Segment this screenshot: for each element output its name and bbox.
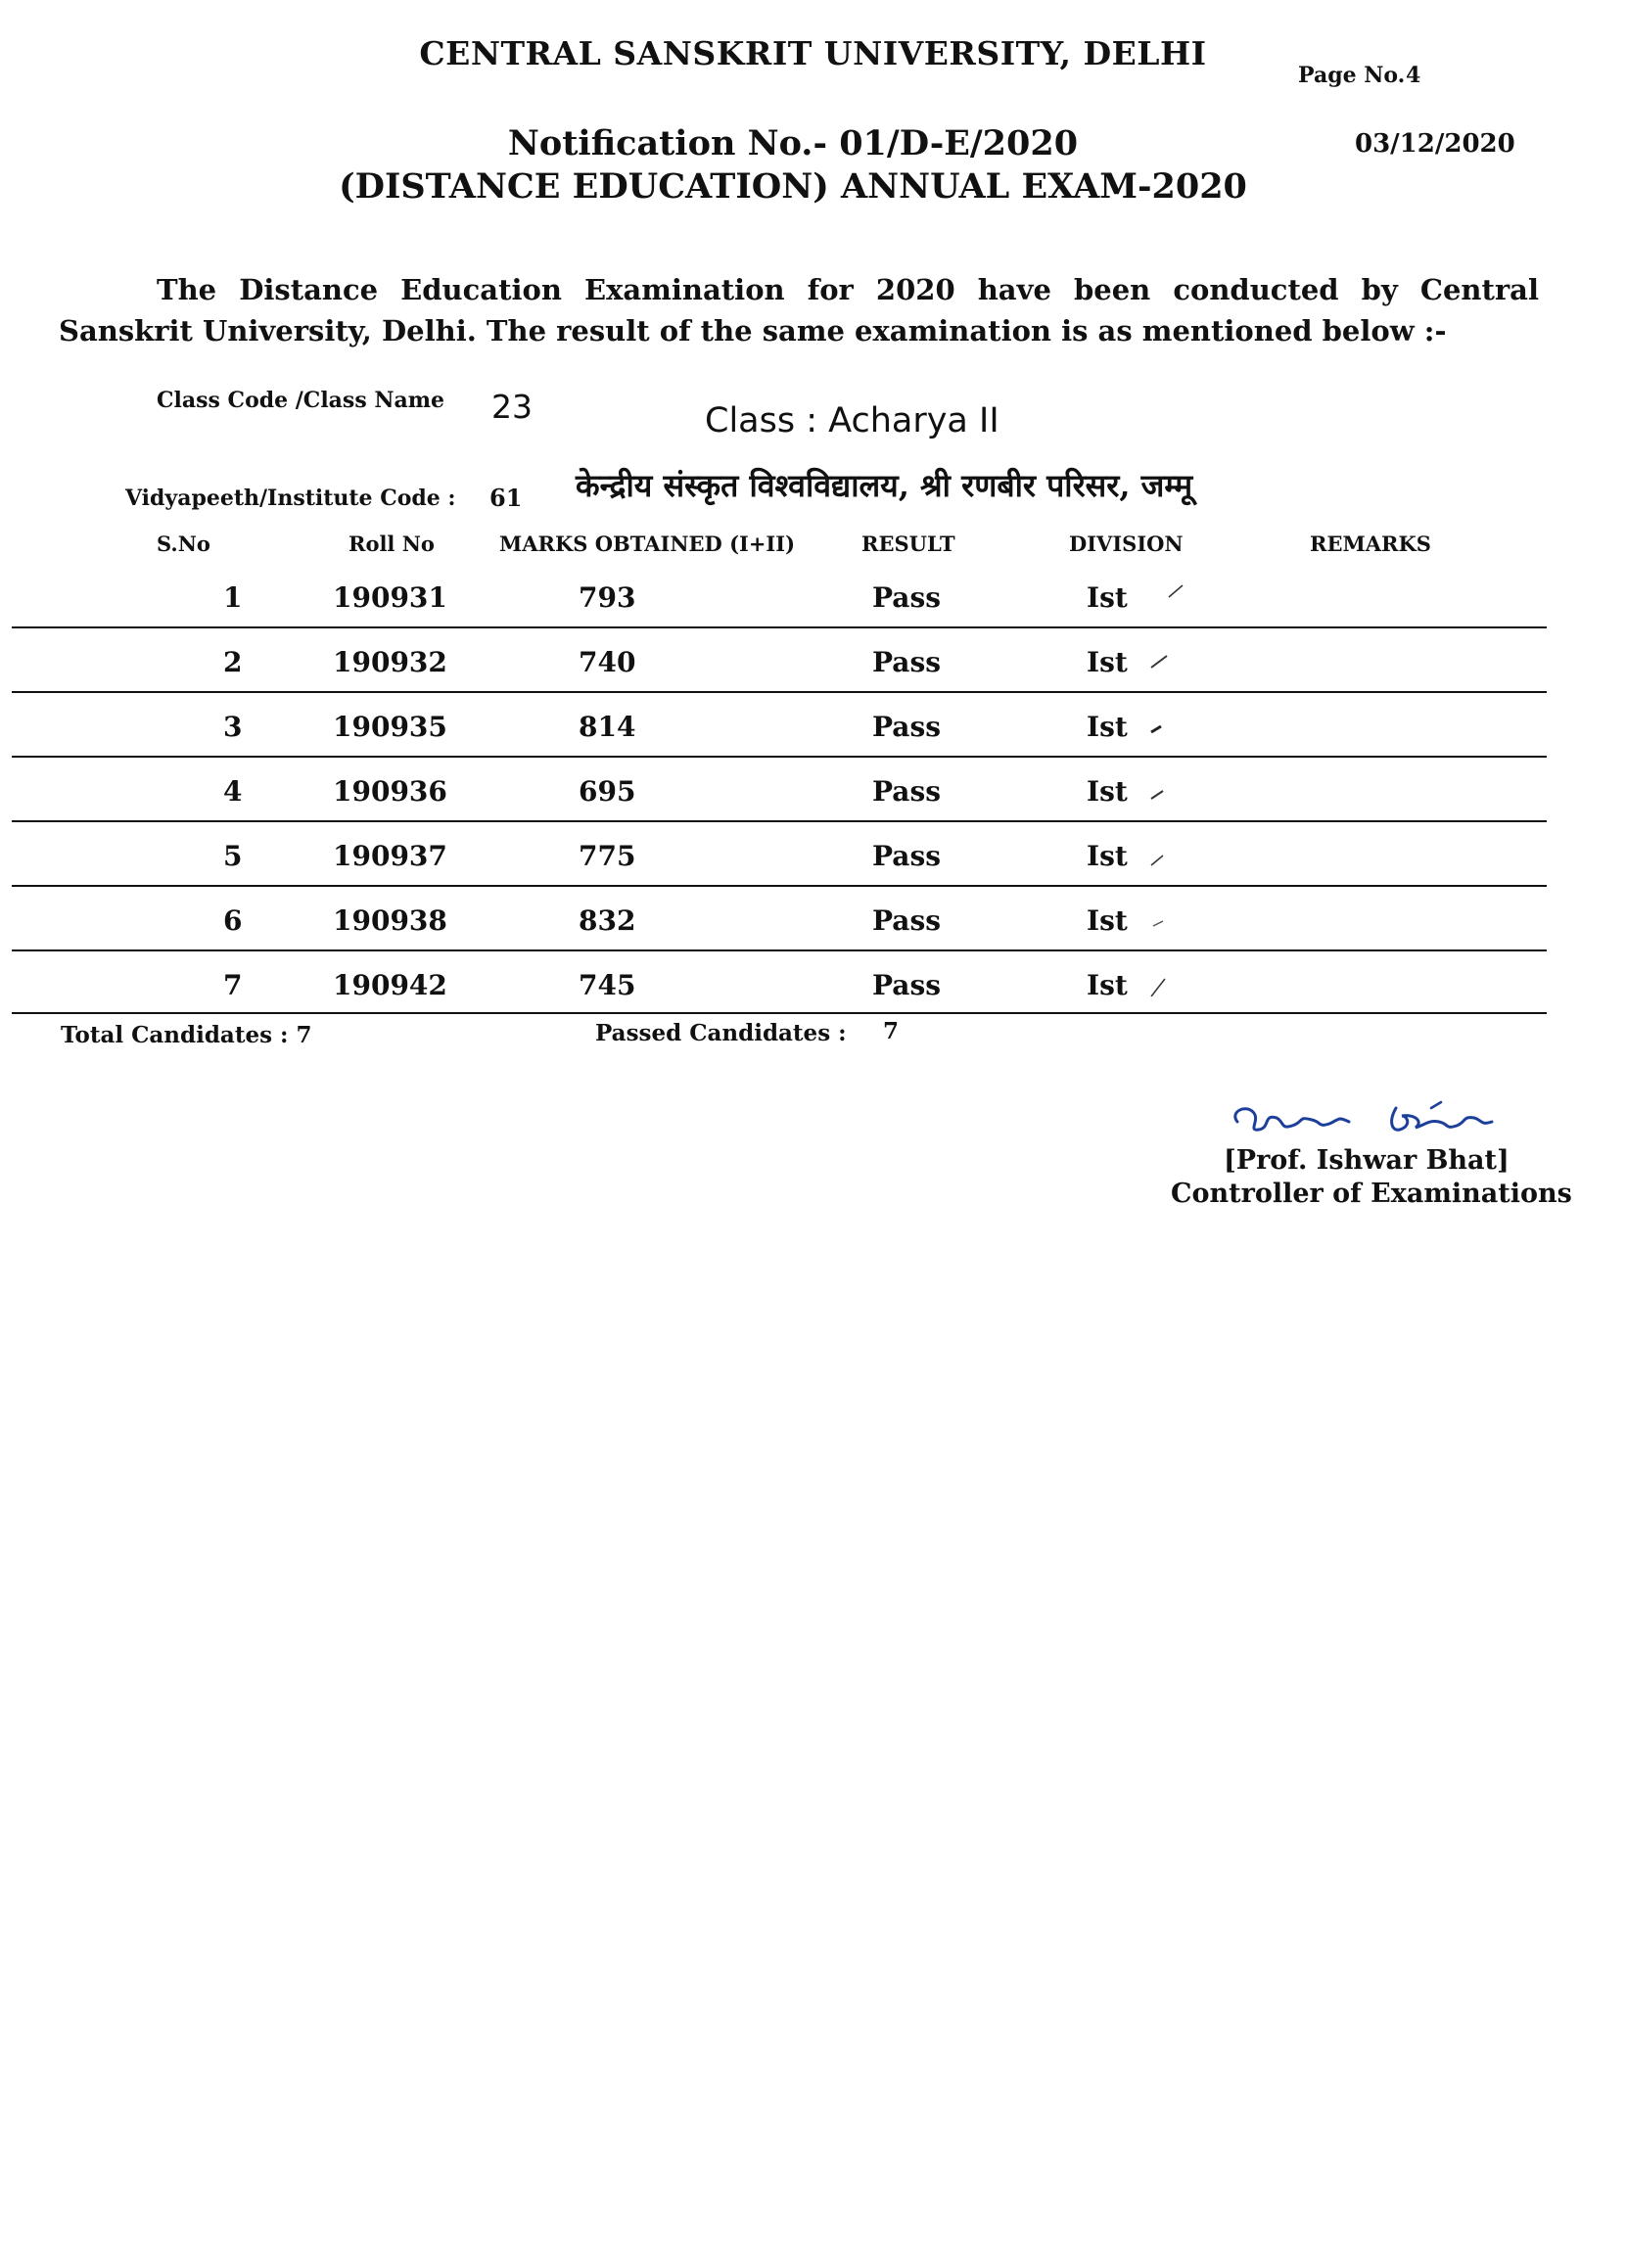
table-row xyxy=(0,828,1626,893)
signature xyxy=(1224,1092,1537,1151)
cell-division: Ist xyxy=(1087,646,1128,678)
cell-division: Ist xyxy=(1087,969,1128,1001)
class-code-value: 23 xyxy=(491,388,533,426)
tick-mark-icon xyxy=(1145,838,1185,867)
cell-division: Ist xyxy=(1087,840,1128,872)
cell-marks: 814 xyxy=(579,711,636,743)
passed-candidates-value: 7 xyxy=(883,1018,900,1044)
cell-result: Pass xyxy=(872,581,941,614)
institute-code-label: Vidyapeeth/Institute Code : xyxy=(125,486,456,511)
page-number-value: 4 xyxy=(1406,63,1421,88)
class-code-label: Class Code /Class Name xyxy=(157,388,445,413)
total-candidates: Total Candidates : 7 xyxy=(61,1022,312,1048)
cell-result: Pass xyxy=(872,711,941,743)
row-divider xyxy=(12,949,1547,951)
tick-mark-icon xyxy=(1145,644,1185,673)
signatory-name: [Prof. Ishwar Bhat] xyxy=(1224,1145,1510,1176)
cell-sno: 5 xyxy=(223,840,243,872)
header-marks: MARKS OBTAINED (I+II) xyxy=(499,532,796,556)
table-row xyxy=(0,893,1626,957)
institute-code-value: 61 xyxy=(489,484,523,512)
cell-roll-no: 190938 xyxy=(333,904,447,937)
cell-division: Ist xyxy=(1087,711,1128,743)
institute-name: केन्द्रीय संस्कृत विश्वविद्यालय, श्री रणबीर परिसर, जम्मू xyxy=(576,467,1193,504)
table-row xyxy=(0,570,1626,634)
cell-division: Ist xyxy=(1087,775,1128,808)
cell-sno: 2 xyxy=(223,646,243,678)
university-title: CENTRAL SANSKRIT UNIVERSITY, DELHI xyxy=(419,34,1207,72)
header-remarks: REMARKS xyxy=(1310,532,1431,556)
header-division: DIVISION xyxy=(1069,532,1184,556)
row-divider xyxy=(12,626,1547,628)
cell-sno: 7 xyxy=(223,969,243,1001)
tick-mark-icon xyxy=(1145,903,1185,932)
cell-marks: 740 xyxy=(579,646,636,678)
cell-result: Pass xyxy=(872,904,941,937)
notification-date: 03/12/2020 xyxy=(1355,129,1515,159)
cell-roll-no: 190935 xyxy=(333,711,447,743)
tick-mark-icon xyxy=(1145,709,1185,738)
intro-paragraph: The Distance Education Examination for 2020 have been conducted by Central Sanskrit University, Delhi. The result of the same examination is as mentioned below :- xyxy=(59,273,1539,347)
tick-mark-icon xyxy=(1145,773,1185,803)
cell-marks: 745 xyxy=(579,969,636,1001)
row-divider xyxy=(12,756,1547,758)
cell-roll-no: 190937 xyxy=(333,840,447,872)
cell-marks: 775 xyxy=(579,840,636,872)
class-name: Class : Acharya II xyxy=(705,401,999,440)
passed-candidates-label: Passed Candidates : xyxy=(595,1020,847,1046)
cell-sno: 6 xyxy=(223,904,243,937)
cell-roll-no: 190936 xyxy=(333,775,447,808)
cell-division: Ist xyxy=(1087,581,1128,614)
row-divider xyxy=(12,820,1547,822)
header-result: RESULT xyxy=(861,532,955,556)
table-row xyxy=(0,699,1626,764)
cell-marks: 832 xyxy=(579,904,636,937)
table-row xyxy=(0,764,1626,828)
notification-number: Notification No.- 01/D-E/2020 xyxy=(507,123,1079,163)
page-number-label: Page No. xyxy=(1298,63,1406,88)
cell-result: Pass xyxy=(872,969,941,1001)
row-divider xyxy=(12,1012,1547,1014)
cell-marks: 695 xyxy=(579,775,636,808)
header-sno: S.No xyxy=(157,532,210,556)
cell-result: Pass xyxy=(872,775,941,808)
cell-roll-no: 190932 xyxy=(333,646,447,678)
cell-roll-no: 190942 xyxy=(333,969,447,1001)
row-divider xyxy=(12,691,1547,693)
cell-result: Pass xyxy=(872,646,941,678)
cell-result: Pass xyxy=(872,840,941,872)
cell-sno: 4 xyxy=(223,775,243,808)
cell-sno: 1 xyxy=(223,581,243,614)
cell-marks: 793 xyxy=(579,581,636,614)
table-row xyxy=(0,634,1626,699)
header-roll-no: Roll No xyxy=(348,532,435,556)
cell-sno: 3 xyxy=(223,711,243,743)
cell-roll-no: 190931 xyxy=(333,581,447,614)
tick-mark-icon xyxy=(1145,967,1185,996)
row-divider xyxy=(12,885,1547,887)
cell-division: Ist xyxy=(1087,904,1128,937)
exam-title: (DISTANCE EDUCATION) ANNUAL EXAM-2020 xyxy=(339,166,1247,207)
tick-mark-icon xyxy=(1145,579,1185,609)
signatory-title: Controller of Examinations xyxy=(1171,1179,1572,1209)
